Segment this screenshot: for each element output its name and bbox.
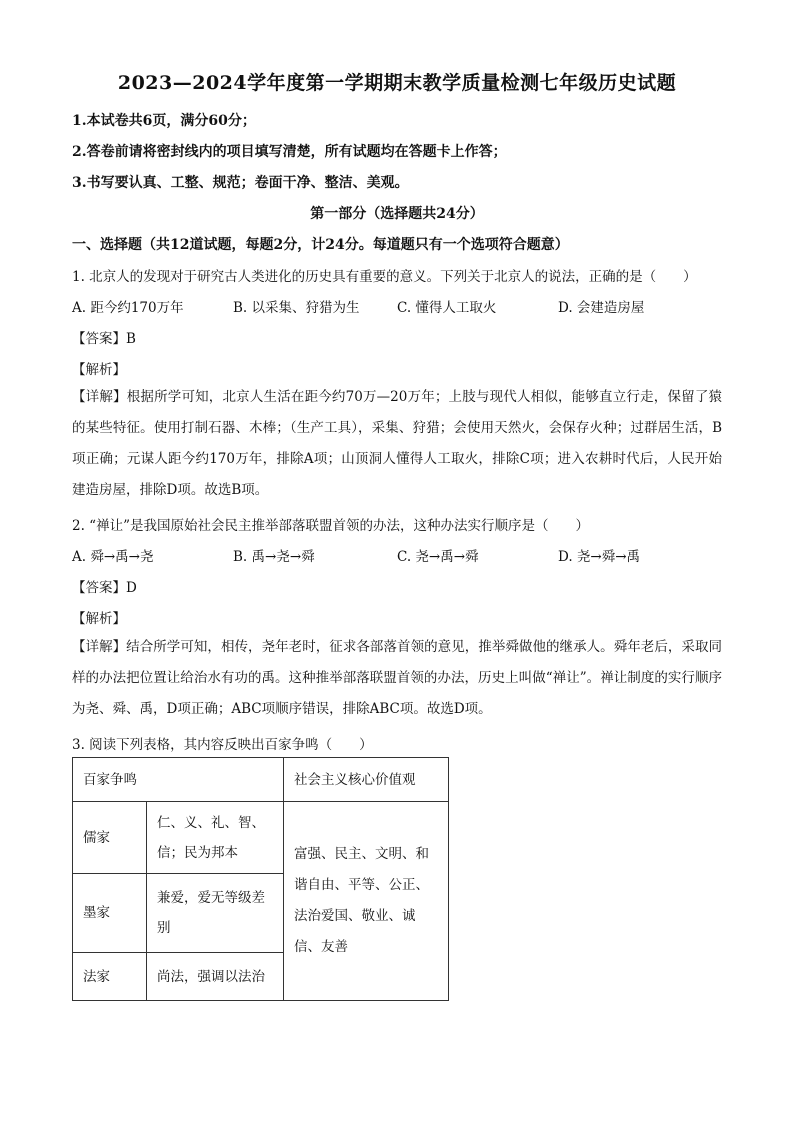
q3-header-right: 社会主义核心价值观 [284, 758, 449, 802]
q1-option-b: B. 以采集、狩猎为生 [233, 300, 360, 316]
q3-school-cell: 儒家 [73, 802, 147, 874]
q2-option-b: B. 禹→尧→舜 [233, 549, 315, 565]
q2-detail: 【详解】结合所学可知，相传，尧年老时，征求各部落首领的意见，推举舜做他的继承人。舜年老后，采取同样的办法把位置让给治水有功的禹。这种推举部落联盟首领的办法，历史上叫做“禅让”。禅让制度的实行顺序为尧、舜、禹，D项正确；ABC项顺序错误，排除ABC项。故选D项。 [72, 639, 722, 717]
q2-option-c: C. 尧→禹→舜 [397, 549, 479, 565]
part-title: 第一部分（选择题共24分） [310, 206, 484, 222]
q2-analysis-label: 【解析】 [72, 611, 126, 627]
q1-detail: 【详解】根据所学可知，北京人生活在距今约70万—20万年；上肢与现代人相似，能够直立行走，保留了猿的某些特征。使用打制石器、木棒；（生产工具），采集、狩猎；会使用天然火，会保存火种；过群居生活，B项正确；元谋人距今约170万年，排除A项；山顶洞人懂得人工取火，排除C项；进入农耕时代后，人民开始建造房屋，排除D项。故选B项。 [72, 389, 722, 498]
q2-option-d: D. 尧→舜→禹 [558, 549, 641, 565]
q3-idea-cell: 兼爱，爱无等级差别 [147, 874, 284, 953]
q2-stem: 2. “禅让”是我国原始社会民主推举部落联盟首领的办法，这种办法实行顺序是（ ） [72, 518, 589, 534]
q1-answer: 【答案】B [72, 331, 136, 347]
section-title: 一、选择题（共12道试题，每题2分，计24分。每道题只有一个选项符合题意） [72, 237, 569, 253]
q2-option-a: A. 舜→禹→尧 [72, 549, 154, 565]
note-3: 3.书写要认真、工整、规范；卷面干净、整洁、美观。 [72, 175, 409, 191]
q3-table [72, 757, 449, 1001]
q1-option-c: C. 懂得人工取火 [397, 300, 497, 316]
exam-title: 2023—2024学年度第一学期期末教学质量检测七年级历史试题 [117, 72, 677, 94]
q3-stem: 3. 阅读下列表格，其内容反映出百家争鸣（ ） [72, 737, 373, 753]
q1-stem: 1. 北京人的发现对于研究古人类进化的历史具有重要的意义。下列关于北京人的说法，正确的是（ ） [72, 269, 697, 285]
q3-header-left: 百家争鸣 [73, 758, 284, 802]
q2-answer: 【答案】D [72, 580, 137, 596]
q3-idea-cell: 尚法，强调以法治 [147, 953, 284, 1001]
q1-option-a: A. 距今约170万年 [72, 300, 184, 316]
q3-values-cell: 富强、民主、文明、和谐自由、平等、公正、法治爱国、敬业、诚信、友善 [284, 802, 449, 1001]
note-1: 1.本试卷共6页，满分60分； [72, 113, 256, 129]
q3-school-cell: 墨家 [73, 874, 147, 953]
q3-school-cell: 法家 [73, 953, 147, 1001]
q1-analysis-label: 【解析】 [72, 362, 126, 378]
q3-idea-cell: 仁、义、礼、智、信；民为邦本 [147, 802, 284, 874]
note-2: 2.答卷前请将密封线内的项目填写清楚，所有试题均在答题卡上作答； [72, 144, 507, 160]
q1-option-d: D. 会建造房屋 [558, 300, 645, 316]
